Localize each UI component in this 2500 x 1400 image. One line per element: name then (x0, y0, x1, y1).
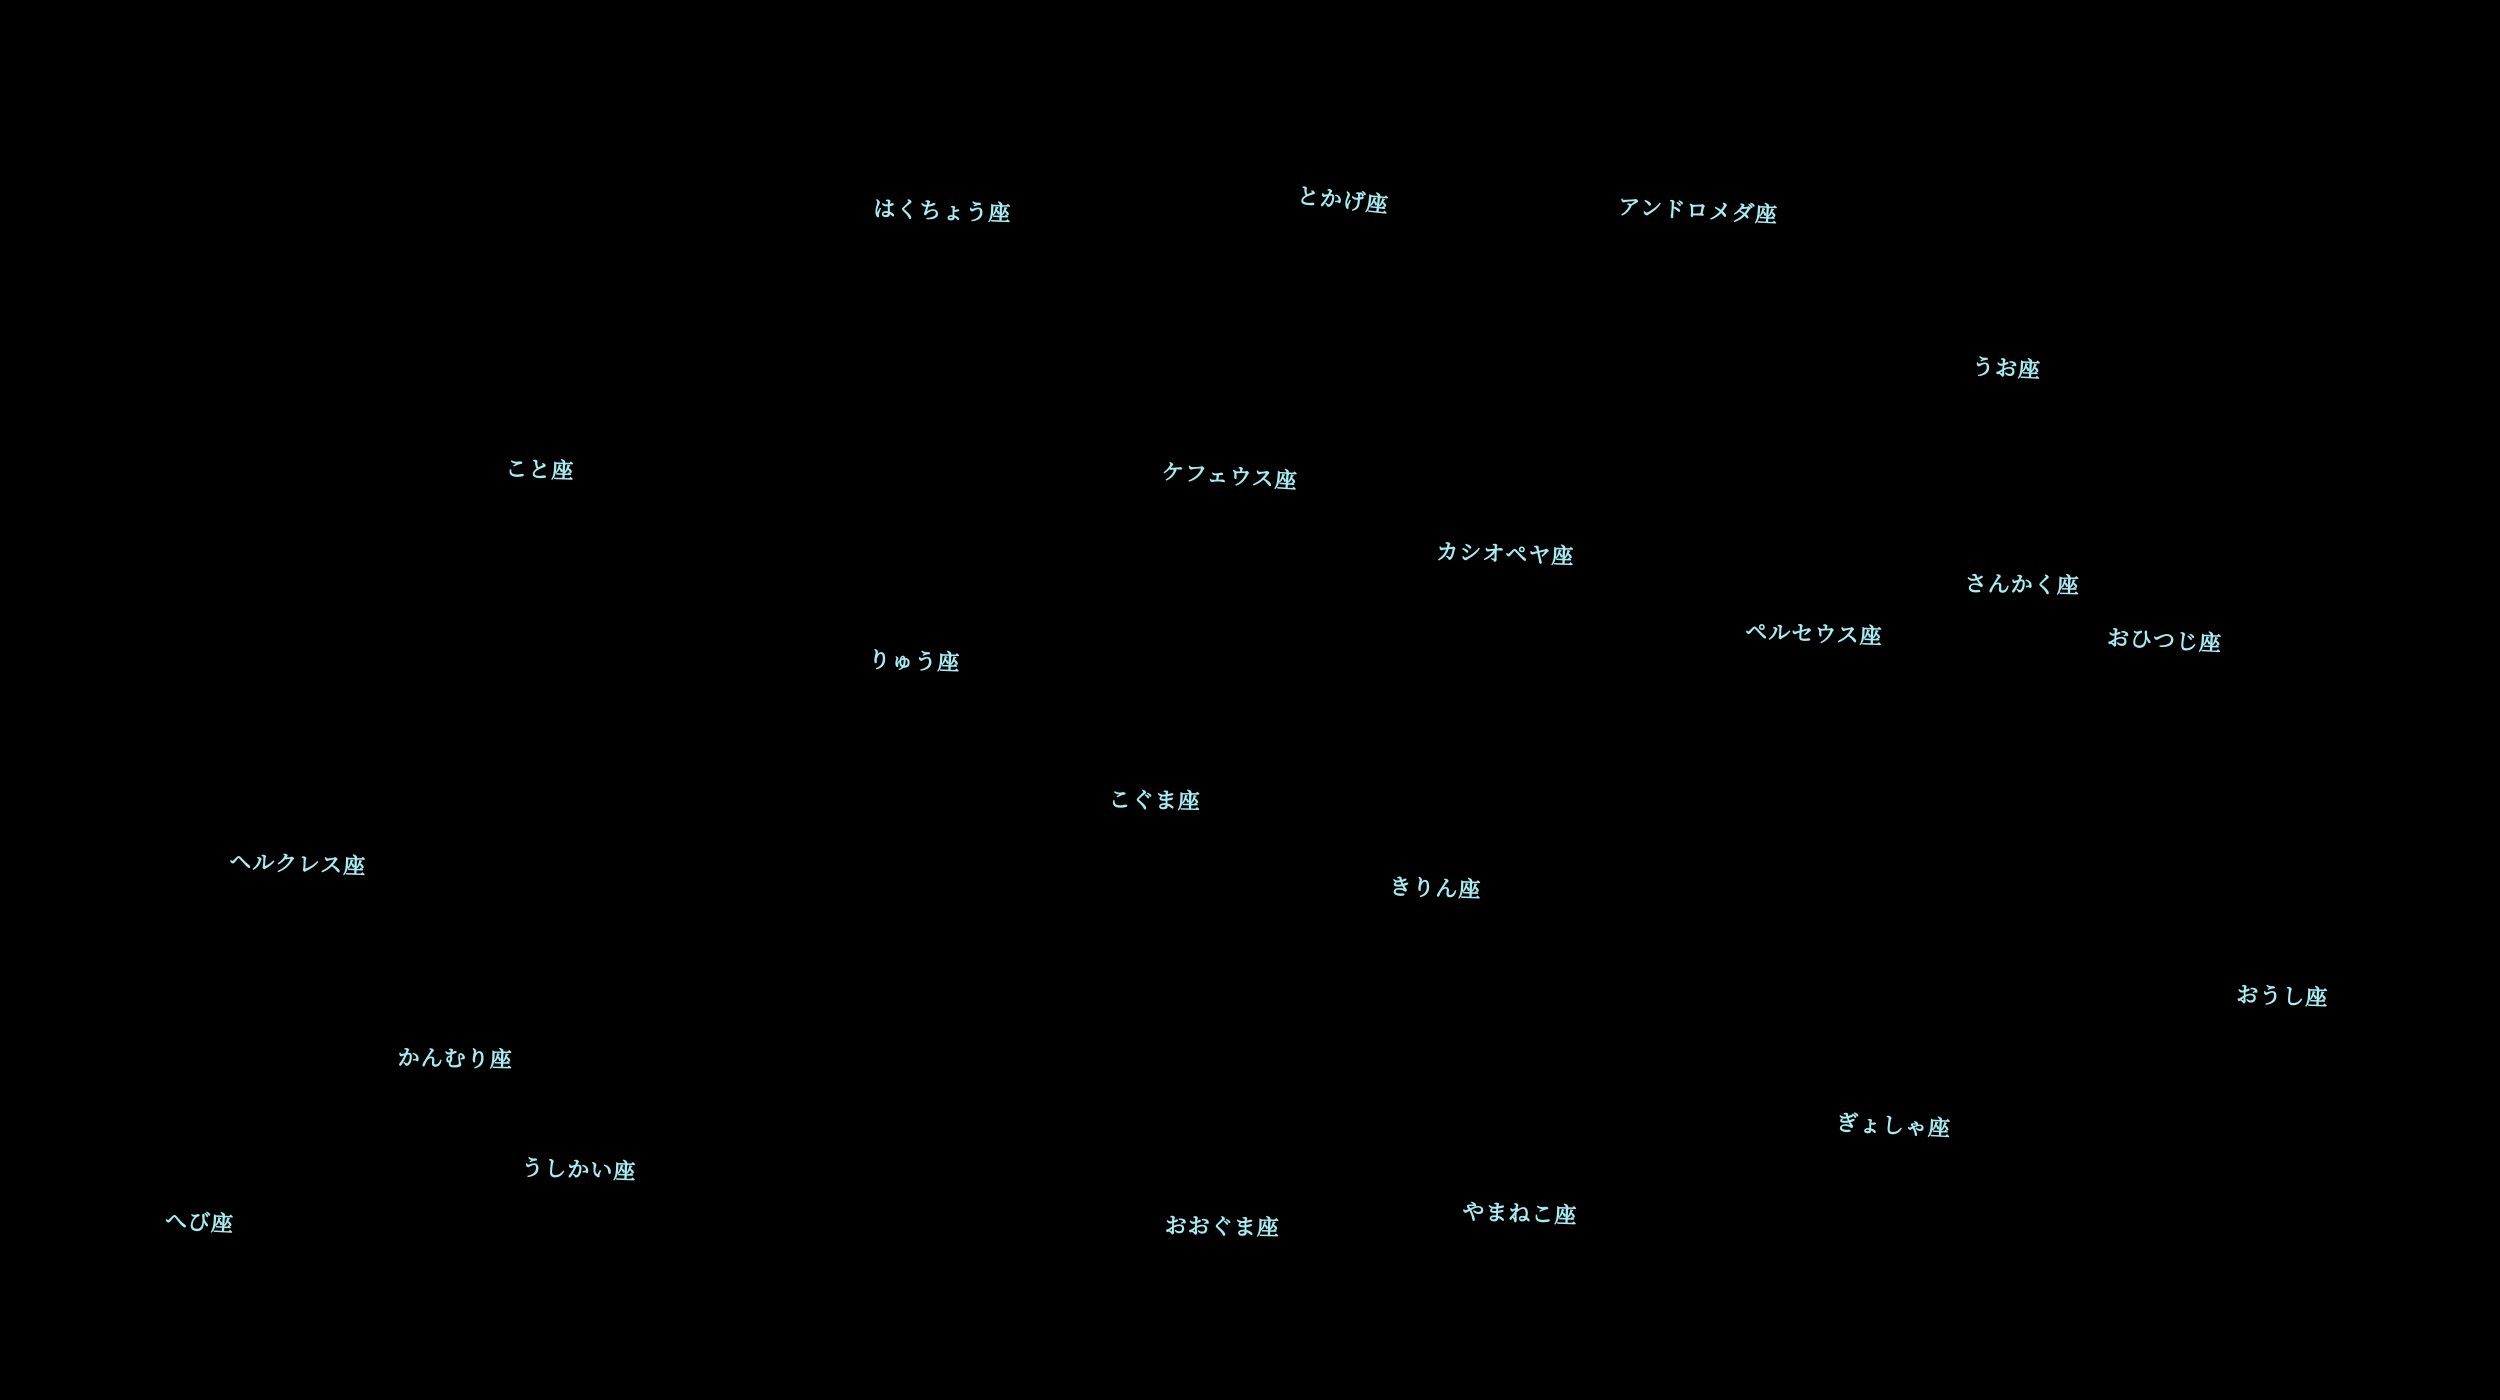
constellation-label-taurus: おうし座 (2235, 981, 2329, 1011)
constellation-label-pisces: うお座 (1971, 353, 2042, 383)
constellation-label-lacerta: とかげ座 (1295, 182, 1391, 218)
constellation-label-serpens: へび座 (164, 1207, 235, 1237)
constellation-label-bootes: うしかい座 (520, 1154, 637, 1184)
constellation-label-ursa-minor: こぐま座 (1108, 786, 1201, 814)
constellation-label-cassiopeia: カシオペヤ座 (1435, 538, 1575, 569)
constellation-label-ursa-major: おおぐま座 (1164, 1212, 1280, 1241)
constellation-label-andromeda: アンドロメダ座 (1617, 193, 1779, 228)
constellation-label-corona-borealis: かんむり座 (397, 1044, 513, 1073)
constellation-label-lyra: こと座 (504, 455, 575, 484)
constellation-label-cygnus: はくちょう座 (872, 195, 1012, 226)
constellation-label-triangulum: さんかく座 (1964, 570, 2080, 599)
constellation-label-camelopardalis: きりん座 (1388, 873, 1482, 903)
constellation-label-lynx: やまねこ座 (1461, 1198, 1578, 1228)
constellation-label-perseus: ペルセウス座 (1744, 618, 1884, 649)
constellation-label-aries: おひつじ座 (2106, 624, 2223, 656)
constellation-label-hercules: ヘルクレス座 (228, 848, 367, 879)
constellation-label-cepheus: ケフェウス座 (1160, 458, 1299, 494)
constellation-label-auriga: ぎょしゃ座 (1835, 1109, 1952, 1141)
constellation-label-draco: りゅう座 (867, 646, 961, 676)
